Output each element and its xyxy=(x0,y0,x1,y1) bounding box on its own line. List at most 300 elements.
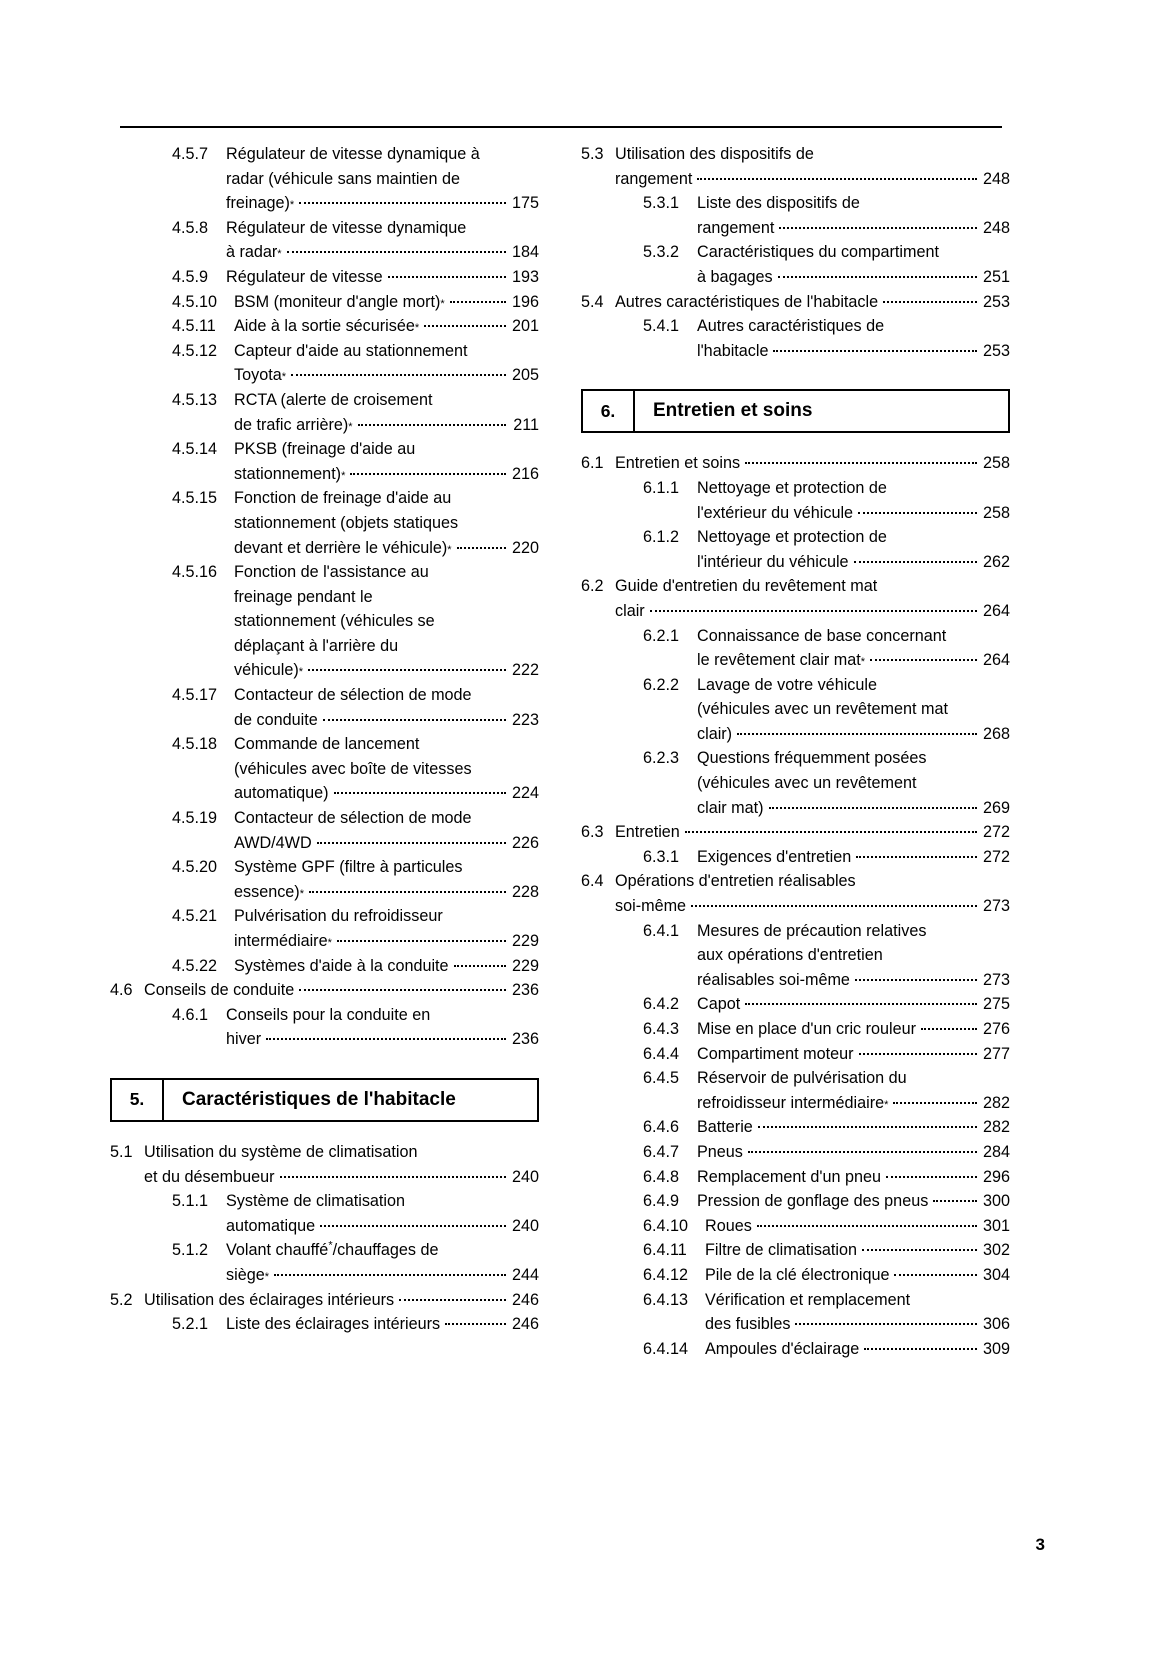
toc-entry-number: 5.1 xyxy=(110,1142,133,1161)
footnote-asterisk-icon: * xyxy=(328,1239,333,1252)
toc-entry[interactable] xyxy=(110,1189,539,1238)
toc-entry-title: Régulateur de vitesse xyxy=(226,267,383,286)
toc-entry-line xyxy=(697,673,1010,698)
toc-entry-number: 6.4.4 xyxy=(643,1044,680,1063)
toc-entry-line xyxy=(697,1017,1010,1042)
toc-entry-body xyxy=(226,265,539,290)
leader-dots xyxy=(859,1053,977,1055)
toc-entry[interactable] xyxy=(110,339,539,388)
toc-entry-page: 229 xyxy=(511,932,539,950)
toc-entry-body xyxy=(697,476,1010,525)
toc-entry-title: stationnement (objets statiques xyxy=(234,513,459,532)
toc-entry-title: Pulvérisation du refroidisseur xyxy=(234,907,443,926)
toc-entry-line xyxy=(697,1140,1010,1165)
toc-entry-page: 276 xyxy=(982,1020,1010,1038)
toc-entry[interactable] xyxy=(110,437,539,486)
toc-entry[interactable] xyxy=(110,1003,539,1052)
toc-entry-title: clair) xyxy=(697,724,733,743)
leader-dots xyxy=(291,374,506,376)
toc-entry-line xyxy=(697,992,1010,1017)
toc-entry-line xyxy=(234,806,539,831)
toc-entry[interactable] xyxy=(581,820,1010,845)
toc-entry[interactable] xyxy=(581,1337,1010,1362)
page-number: 3 xyxy=(1035,1535,1045,1554)
toc-entry[interactable] xyxy=(581,240,1010,289)
toc-entry-line xyxy=(697,1165,1010,1190)
header-rule xyxy=(120,126,1002,128)
toc-entry-title: automatique) xyxy=(234,784,329,803)
toc-entry-title: Pression de gonflage des pneus xyxy=(697,1192,929,1211)
toc-entry-line xyxy=(697,240,1010,265)
toc-entry-body xyxy=(234,486,539,560)
leader-dots xyxy=(883,301,977,303)
toc-entry-number: 5.1.1 xyxy=(172,1192,209,1211)
leader-dots xyxy=(769,807,977,809)
toc-entry[interactable] xyxy=(581,624,1010,673)
toc-entry-number: 4.5.13 xyxy=(172,390,218,409)
toc-entry-page: 258 xyxy=(982,503,1010,522)
toc-entry-title: l'habitacle xyxy=(697,341,769,360)
toc-entry-title: Volant chauffé xyxy=(226,1241,329,1260)
toc-entry-line xyxy=(697,216,1010,241)
toc-entry-title: (véhicules avec un revêtement xyxy=(697,774,917,793)
toc-entry[interactable] xyxy=(110,954,539,979)
toc-entry-line xyxy=(697,919,1010,944)
toc-entry-page: 302 xyxy=(982,1241,1010,1260)
leader-dots xyxy=(650,610,977,612)
toc-entry-line xyxy=(144,978,539,1003)
toc-entry-body xyxy=(234,732,539,806)
toc-entry-number: 4.5.18 xyxy=(172,735,218,754)
toc-entry[interactable] xyxy=(581,525,1010,574)
toc-entry-number: 4.5.22 xyxy=(172,956,218,975)
leader-dots xyxy=(855,979,977,981)
toc-entry-title: véhicule) xyxy=(234,661,299,680)
toc-entry-title: Pile de la clé électronique xyxy=(705,1265,890,1284)
toc-entry-body xyxy=(144,1140,539,1189)
toc-entry-page: 284 xyxy=(982,1142,1010,1161)
toc-entry-page: 272 xyxy=(982,847,1010,866)
toc-entry-number: 4.5.7 xyxy=(172,145,209,163)
toc-entry-body xyxy=(705,1238,1010,1263)
toc-entry-page: 253 xyxy=(982,341,1010,360)
toc-entry-page: 201 xyxy=(511,317,539,336)
toc-entry-page: 211 xyxy=(513,415,539,434)
toc-entry-title: Système GPF (filtre à particules xyxy=(234,858,463,877)
toc-entry-line xyxy=(697,525,1010,550)
toc-entry[interactable] xyxy=(110,290,539,315)
chapter-title: Entretien et soins xyxy=(653,400,813,422)
chapter-header-5[interactable] xyxy=(110,1078,539,1122)
toc-entry-line xyxy=(697,265,1010,290)
toc-entry-title: Questions fréquemment posées xyxy=(697,749,927,768)
toc-entry[interactable] xyxy=(110,978,539,1003)
leader-dots xyxy=(773,350,977,352)
toc-entry-page: 223 xyxy=(511,710,539,729)
toc-entry[interactable] xyxy=(581,869,1010,918)
toc-entry-body xyxy=(615,451,1010,476)
toc-entry-title: (véhicules avec boîte de vitesses xyxy=(234,759,472,778)
leader-dots xyxy=(893,1102,977,1104)
toc-entry-number: 6.4.1 xyxy=(643,921,680,940)
toc-entry-title: et du désembueur xyxy=(144,1167,275,1186)
toc-entry-title: Entretien et soins xyxy=(615,454,741,473)
toc-entry-body xyxy=(697,314,1010,363)
toc-entry-number: 4.5.12 xyxy=(172,341,218,360)
toc-entry-page: 240 xyxy=(511,1167,539,1186)
toc-entry-line xyxy=(234,339,539,364)
toc-entry-title: stationnement (véhicules se xyxy=(234,612,435,631)
toc-entry-number: 5.3.2 xyxy=(643,243,680,262)
toc-entry[interactable] xyxy=(581,1066,1010,1115)
toc-entry[interactable] xyxy=(110,314,539,339)
toc-entry-line xyxy=(226,1312,539,1337)
toc-entry-title: (véhicules avec un revêtement mat xyxy=(697,700,949,719)
toc-entry-body xyxy=(234,683,539,732)
toc-entry[interactable] xyxy=(581,919,1010,993)
leader-dots xyxy=(334,792,507,794)
toc-entry-title: essence) xyxy=(234,882,300,901)
toc-entry[interactable] xyxy=(581,1238,1010,1263)
toc-entry-page: 216 xyxy=(511,464,539,483)
toc-entry[interactable] xyxy=(581,191,1010,240)
toc-entry-title: rangement xyxy=(615,169,693,188)
toc-entry-page: 258 xyxy=(982,454,1010,473)
toc-entry-line: devant et derrière le véhicule) * 220 xyxy=(234,536,539,561)
toc-entry-body xyxy=(697,845,1010,870)
toc-entry-body xyxy=(234,388,539,437)
toc-entry-title: Régulateur de vitesse dynamique xyxy=(226,218,467,237)
toc-entry-page: 229 xyxy=(511,956,539,975)
toc-entry[interactable] xyxy=(581,290,1010,315)
toc-entry[interactable] xyxy=(110,1288,539,1313)
toc-entry-line xyxy=(234,855,539,880)
toc-entry[interactable] xyxy=(581,1263,1010,1288)
toc-entry-title: Opérations d'entretien réalisables xyxy=(615,872,856,891)
toc-entry[interactable] xyxy=(581,845,1010,870)
toc-entry-line xyxy=(697,1066,1010,1091)
toc-entry[interactable] xyxy=(110,855,539,904)
leader-dots xyxy=(280,1176,507,1178)
toc-entry-page: 269 xyxy=(982,798,1010,817)
toc-entry[interactable] xyxy=(581,1140,1010,1165)
toc-entry-number: 4.5.20 xyxy=(172,858,218,877)
toc-entry-line xyxy=(615,290,1010,315)
toc-entry-title: refroidisseur intermédiaire xyxy=(697,1093,885,1112)
toc-entry-page: 309 xyxy=(982,1339,1010,1358)
toc-entry-title: BSM (moniteur d'angle mort) xyxy=(234,292,441,311)
toc-entry-body xyxy=(697,1066,1010,1115)
toc-entry[interactable] xyxy=(581,1017,1010,1042)
left-entry-list-2 xyxy=(110,1140,539,1337)
leader-dots xyxy=(864,1348,977,1350)
toc-entry-line: stationnement) * 216 xyxy=(234,462,539,487)
toc-entry-title: le revêtement clair mat xyxy=(697,651,861,670)
toc-entry-page: 264 xyxy=(982,601,1010,620)
toc-entry-line xyxy=(615,894,1010,919)
toc-entry-line xyxy=(705,1238,1010,1263)
toc-entry-page: 262 xyxy=(982,552,1010,571)
toc-entry-line: BSM (moniteur d'angle mort) * 196 xyxy=(234,290,539,315)
leader-dots xyxy=(274,1274,506,1276)
toc-entry-line xyxy=(697,1115,1010,1140)
toc-entry-title: Caractéristiques du compartiment xyxy=(697,243,940,262)
toc-entry-line xyxy=(226,1003,539,1028)
toc-entry-number: 6.4.11 xyxy=(643,1241,687,1260)
toc-entry-page: 228 xyxy=(511,882,539,901)
toc-entry-line: véhicule) * 222 xyxy=(234,658,539,683)
toc-entry-line xyxy=(144,1140,539,1165)
toc-entry-line xyxy=(234,757,539,782)
toc-entry-number: 4.5.9 xyxy=(172,267,209,286)
toc-entry-title: Toyota xyxy=(234,366,282,385)
toc-entry[interactable] xyxy=(581,746,1010,820)
toc-entry-line xyxy=(697,339,1010,364)
toc-entry-line xyxy=(234,511,539,536)
toc-entry-line: à radar * 184 xyxy=(226,240,539,265)
toc-entry-line: Aide à la sortie sécurisée * 201 xyxy=(234,314,539,339)
toc-entry-title: Utilisation du système de climatisation xyxy=(144,1142,418,1161)
toc-entry-line xyxy=(234,486,539,511)
toc-entry-title: Guide d'entretien du revêtement mat xyxy=(615,577,878,596)
toc-entry-line xyxy=(615,599,1010,624)
toc-entry-number: 5.2 xyxy=(110,1290,133,1309)
toc-entry-title: Aide à la sortie sécurisée xyxy=(234,317,415,336)
toc-entry[interactable] xyxy=(581,451,1010,476)
toc-entry[interactable] xyxy=(581,142,1010,191)
toc-entry[interactable] xyxy=(581,1189,1010,1214)
leader-dots xyxy=(697,178,977,180)
toc-entry-title: Remplacement d'un pneu xyxy=(697,1167,881,1186)
toc-entry-title: Batterie xyxy=(697,1118,753,1137)
leader-dots xyxy=(299,202,506,204)
toc-entry-line xyxy=(234,609,539,634)
toc-entry-title: PKSB (freinage d'aide au xyxy=(234,440,416,459)
toc-entry-line: siège * 244 xyxy=(226,1263,539,1288)
toc-entry[interactable] xyxy=(110,904,539,953)
chapter-number: 6. xyxy=(583,391,635,431)
toc-entry-body xyxy=(615,574,1010,623)
toc-entry-body xyxy=(226,1189,539,1238)
toc-entry-title: siège xyxy=(226,1265,265,1284)
toc-entry[interactable] xyxy=(581,992,1010,1017)
toc-entry-title: Autres caractéristiques de xyxy=(697,317,885,336)
leader-dots xyxy=(323,719,506,721)
toc-entry[interactable] xyxy=(110,486,539,560)
toc-entry[interactable] xyxy=(581,1288,1010,1337)
toc-entry-number: 6.4.13 xyxy=(643,1290,689,1309)
toc-entry-title: Utilisation des éclairages intérieurs xyxy=(144,1290,395,1309)
toc-entry[interactable] xyxy=(110,806,539,855)
toc-entry-line xyxy=(697,501,1010,526)
toc-entry[interactable] xyxy=(110,560,539,683)
toc-entry-number: 6.4 xyxy=(581,872,604,891)
toc-entry-title: Fonction de freinage d'aide au xyxy=(234,489,452,508)
leader-dots xyxy=(685,831,977,833)
toc-entry-number: 6.4.9 xyxy=(643,1192,680,1211)
toc-entry-line xyxy=(697,943,1010,968)
toc-columns xyxy=(110,142,1010,1361)
leader-dots xyxy=(795,1323,977,1325)
toc-entry[interactable] xyxy=(581,1214,1010,1239)
toc-entry-title: déplaçant à l'arrière du xyxy=(234,636,399,655)
toc-entry-line xyxy=(234,560,539,585)
toc-entry-body xyxy=(234,339,539,388)
toc-entry-line xyxy=(615,451,1010,476)
toc-entry[interactable] xyxy=(581,574,1010,623)
toc-entry-title: Roues xyxy=(705,1216,752,1235)
toc-entry-title: hiver xyxy=(226,1030,262,1049)
toc-entry-title: aux opérations d'entretien xyxy=(697,946,883,965)
toc-entry-title: Conseils pour la conduite en xyxy=(226,1005,431,1024)
toc-entry-page: 175 xyxy=(511,194,539,213)
leader-dots xyxy=(933,1200,977,1202)
leader-dots xyxy=(758,1126,977,1128)
toc-entry-number: 4.5.10 xyxy=(172,292,218,311)
toc-entry-page: 264 xyxy=(982,651,1010,670)
toc-entry-number: 6.4.2 xyxy=(643,995,680,1014)
toc-entry-page: 304 xyxy=(982,1265,1010,1284)
toc-entry-line xyxy=(226,1189,539,1214)
toc-entry-line xyxy=(697,624,1010,649)
toc-entry-body xyxy=(144,1288,539,1313)
toc-entry-title: Ampoules d'éclairage xyxy=(705,1339,860,1358)
toc-entry-line xyxy=(697,697,1010,722)
toc-entry-line xyxy=(615,869,1010,894)
toc-entry[interactable] xyxy=(581,1115,1010,1140)
toc-entry-body xyxy=(697,240,1010,289)
toc-entry-number: 4.5.11 xyxy=(172,317,216,336)
toc-entry[interactable] xyxy=(581,1165,1010,1190)
leader-dots xyxy=(424,325,506,327)
toc-entry-body xyxy=(697,525,1010,574)
toc-entry-body xyxy=(705,1263,1010,1288)
toc-entry-page: 246 xyxy=(511,1290,539,1309)
leader-dots xyxy=(921,1028,977,1030)
leader-dots xyxy=(691,905,977,907)
toc-entry[interactable] xyxy=(110,388,539,437)
toc-entry-number: 4.5.14 xyxy=(172,440,218,459)
toc-entry-line xyxy=(697,746,1010,771)
toc-entry-line xyxy=(234,437,539,462)
leader-dots xyxy=(454,965,506,967)
toc-entry-number: 6.4.7 xyxy=(643,1142,680,1161)
toc-entry-body xyxy=(697,624,1010,673)
toc-entry-title: des fusibles xyxy=(705,1315,791,1334)
toc-entry-body xyxy=(234,437,539,486)
toc-entry-page: 273 xyxy=(982,970,1010,989)
toc-entry[interactable] xyxy=(110,142,539,216)
toc-entry[interactable] xyxy=(110,1140,539,1189)
toc-entry-title: freinage pendant le xyxy=(234,587,373,606)
toc-entry-line xyxy=(705,1263,1010,1288)
toc-entry-page: 240 xyxy=(511,1216,539,1235)
toc-entry-line xyxy=(234,732,539,757)
toc-entry-title: radar (véhicule sans maintien de xyxy=(226,169,460,188)
toc-entry[interactable] xyxy=(110,265,539,290)
toc-entry-title: Connaissance de base concernant xyxy=(697,626,947,645)
leader-dots xyxy=(737,733,977,735)
toc-entry-title: Conseils de conduite xyxy=(144,981,295,1000)
leader-dots xyxy=(778,276,977,278)
toc-entry-body xyxy=(226,142,539,216)
toc-entry-body xyxy=(615,869,1010,918)
toc-entry-number: 6.1.1 xyxy=(643,478,680,497)
toc-entry-title: de trafic arrière) xyxy=(234,415,349,434)
toc-entry-number: 6.4.14 xyxy=(643,1339,689,1358)
toc-entry-body xyxy=(697,673,1010,747)
toc-entry[interactable] xyxy=(110,1312,539,1337)
toc-entry-title: AWD/4WD xyxy=(234,833,312,852)
toc-entry-page: 300 xyxy=(982,1192,1010,1211)
leader-dots xyxy=(748,1151,977,1153)
toc-entry-title: Système de climatisation xyxy=(226,1192,406,1211)
toc-entry-line: de trafic arrière) * 211 xyxy=(234,413,539,438)
toc-entry-body xyxy=(697,1140,1010,1165)
toc-entry-page: 184 xyxy=(511,243,539,262)
toc-entry-number: 4.5.16 xyxy=(172,563,218,582)
toc-entry-number: 6.4.12 xyxy=(643,1265,689,1284)
toc-entry[interactable] xyxy=(581,314,1010,363)
toc-entry-number: 4.5.19 xyxy=(172,809,218,828)
toc-entry-title: Systèmes d'aide à la conduite xyxy=(234,956,449,975)
toc-entry-number: 5.3.1 xyxy=(643,194,680,213)
toc-entry-body xyxy=(615,820,1010,845)
toc-entry-title: RCTA (alerte de croisement xyxy=(234,390,433,409)
toc-entry-title: Réservoir de pulvérisation du xyxy=(697,1069,907,1088)
toc-entry-line xyxy=(697,796,1010,821)
toc-entry-number: 6.2.1 xyxy=(643,626,680,645)
toc-entry-page: 251 xyxy=(982,267,1010,286)
toc-entry[interactable] xyxy=(581,1042,1010,1067)
toc-entry[interactable] xyxy=(581,673,1010,747)
toc-entry-line: Toyota * 205 xyxy=(234,363,539,388)
toc-entry-body xyxy=(234,954,539,979)
toc-entry-body xyxy=(697,1189,1010,1214)
toc-entry-number: 6.4.3 xyxy=(643,1020,680,1038)
toc-entry-line xyxy=(697,722,1010,747)
toc-entry-title: Régulateur de vitesse dynamique à xyxy=(226,145,480,163)
toc-entry-line xyxy=(226,167,539,192)
toc-entry-number: 6.2.3 xyxy=(643,749,680,768)
toc-entry-title: soi-même xyxy=(615,897,687,916)
left-column xyxy=(110,142,539,1361)
toc-entry-title: à bagages xyxy=(697,267,773,286)
toc-entry-page: 268 xyxy=(982,724,1010,743)
toc-entry-line xyxy=(234,634,539,659)
toc-entry-title: stationnement) xyxy=(234,464,342,483)
toc-entry-body xyxy=(234,904,539,953)
toc-entry-line xyxy=(705,1337,1010,1362)
toc-entry-body xyxy=(226,1238,539,1287)
chapter-header-6[interactable] xyxy=(581,389,1010,433)
toc-entry[interactable] xyxy=(110,1238,539,1287)
toc-entry[interactable] xyxy=(110,216,539,265)
toc-entry[interactable] xyxy=(581,476,1010,525)
toc-entry-line xyxy=(697,314,1010,339)
toc-entry-title: Nettoyage et protection de xyxy=(697,528,887,547)
toc-entry[interactable] xyxy=(110,732,539,806)
toc-entry-title: réalisables soi-même xyxy=(697,970,850,989)
toc-entry-number: 4.5.17 xyxy=(172,686,218,705)
toc-entry-line xyxy=(234,831,539,856)
toc-entry[interactable] xyxy=(110,683,539,732)
toc-entry-line xyxy=(697,1042,1010,1067)
toc-entry-title: Entretien xyxy=(615,823,680,842)
toc-entry-body xyxy=(697,1165,1010,1190)
toc-entry-line xyxy=(234,781,539,806)
toc-entry-page: 253 xyxy=(982,292,1010,311)
